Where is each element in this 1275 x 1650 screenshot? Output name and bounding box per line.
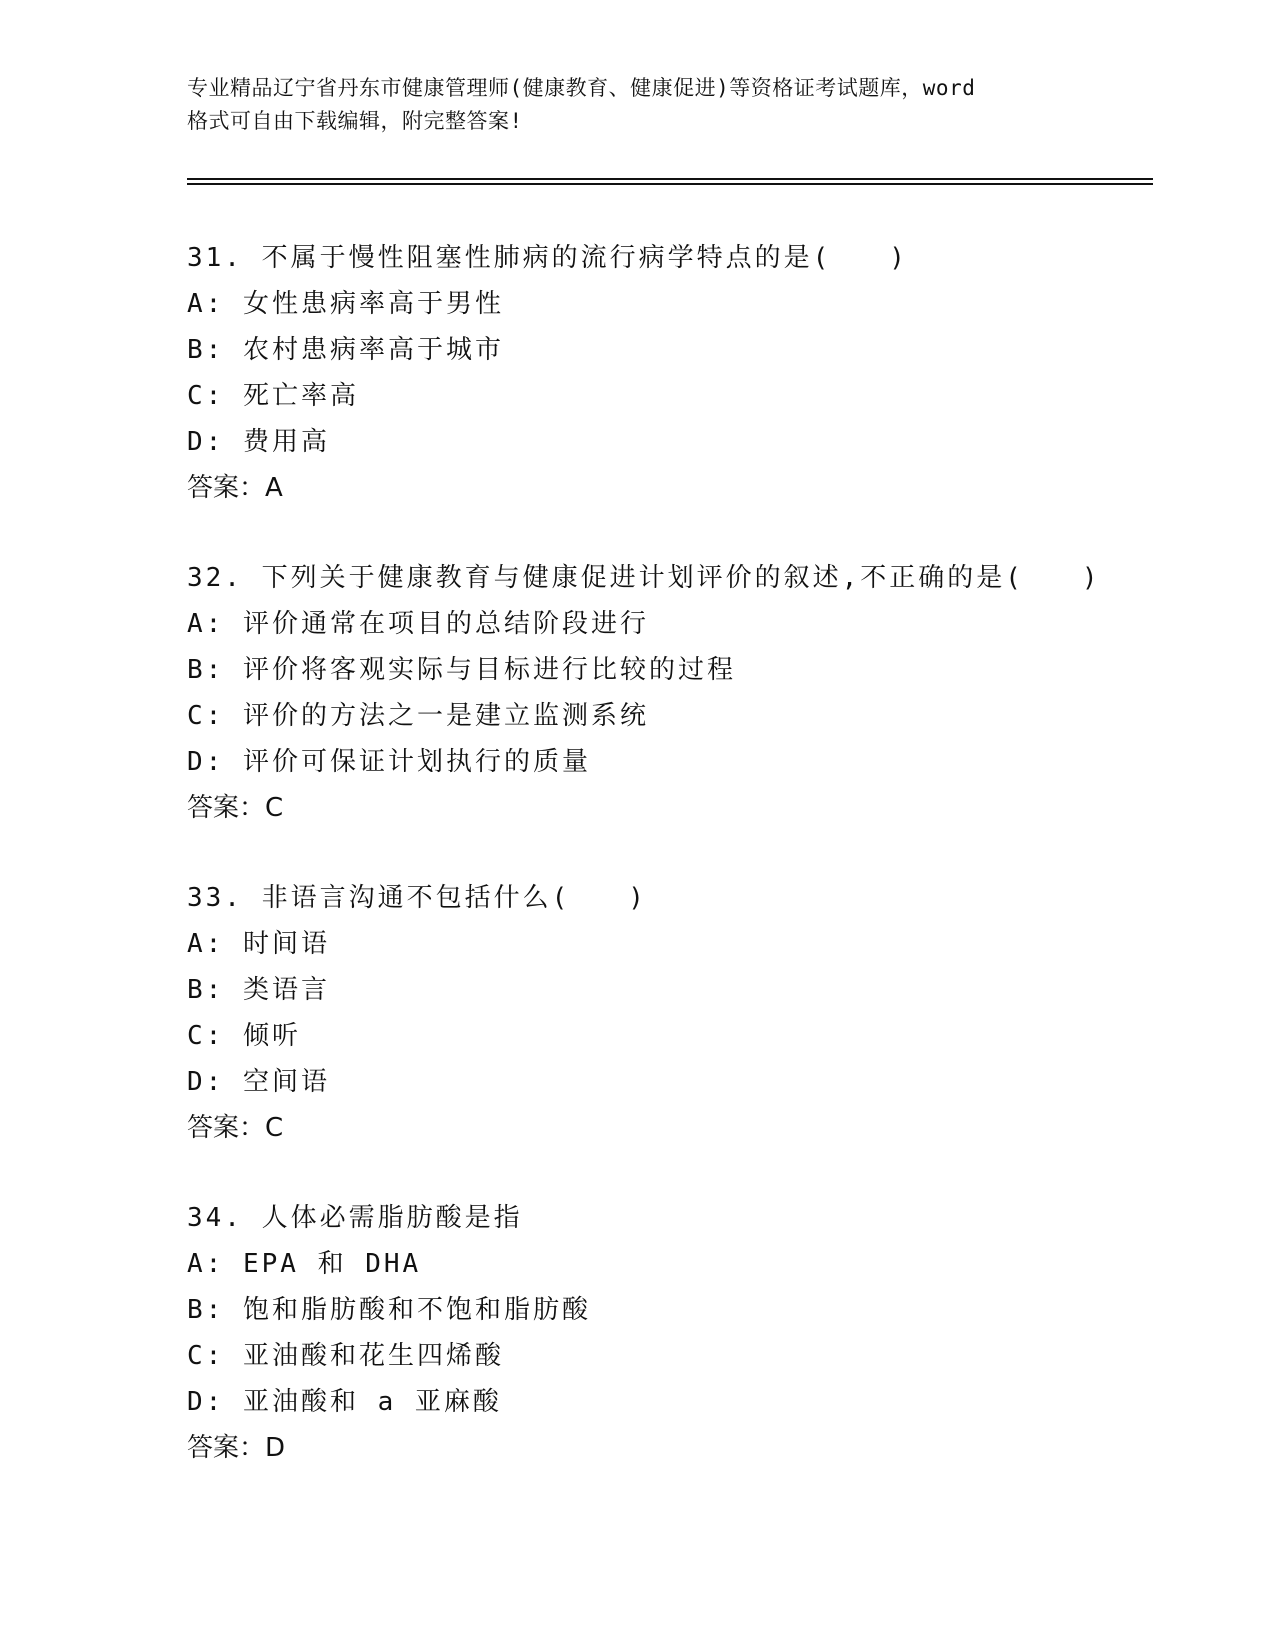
question-stem: 32. 下列关于健康教育与健康促进计划评价的叙述,不正确的是( ) [187, 563, 1101, 593]
document-header [187, 72, 1087, 138]
option-a: A: 女性患病率高于男性 [187, 289, 504, 319]
question-31 [187, 235, 1167, 511]
answer-line: 答案：C [187, 793, 284, 823]
option-a: A: 时间语 [187, 929, 330, 959]
option-c: C: 亚油酸和花生四烯酸 [187, 1341, 504, 1371]
question-34 [187, 1195, 1167, 1471]
option-d: D: 空间语 [187, 1067, 330, 1097]
option-d: D: 亚油酸和 a 亚麻酸 [187, 1387, 502, 1417]
header-line-1: 专业精品辽宁省丹东市健康管理师(健康教育、健康促进)等资格证考试题库，word [187, 76, 976, 100]
option-c: C: 评价的方法之一是建立监测系统 [187, 701, 649, 731]
question-stem: 31. 不属于慢性阻塞性肺病的流行病学特点的是( ) [187, 243, 908, 273]
question-33 [187, 875, 1167, 1151]
question-stem: 33. 非语言沟通不包括什么( ) [187, 883, 647, 913]
question-32 [187, 555, 1167, 831]
option-b: B: 评价将客观实际与目标进行比较的过程 [187, 655, 736, 685]
option-c: C: 倾听 [187, 1021, 301, 1051]
option-d: D: 评价可保证计划执行的质量 [187, 747, 591, 777]
answer-line: 答案：A [187, 473, 283, 503]
header-line-2: 格式可自由下载编辑，附完整答案! [187, 109, 523, 133]
option-c: C: 死亡率高 [187, 381, 359, 411]
header-divider-top [187, 178, 1153, 180]
question-stem: 34. 人体必需脂肪酸是指 [187, 1203, 523, 1233]
option-d: D: 费用高 [187, 427, 330, 457]
header-divider-bottom [187, 183, 1153, 185]
option-b: B: 农村患病率高于城市 [187, 335, 504, 365]
answer-line: 答案：D [187, 1433, 286, 1463]
answer-line: 答案：C [187, 1113, 284, 1143]
option-a: A: EPA 和 DHA [187, 1249, 422, 1279]
option-b: B: 饱和脂肪酸和不饱和脂肪酸 [187, 1295, 591, 1325]
option-b: B: 类语言 [187, 975, 330, 1005]
option-a: A: 评价通常在项目的总结阶段进行 [187, 609, 649, 639]
